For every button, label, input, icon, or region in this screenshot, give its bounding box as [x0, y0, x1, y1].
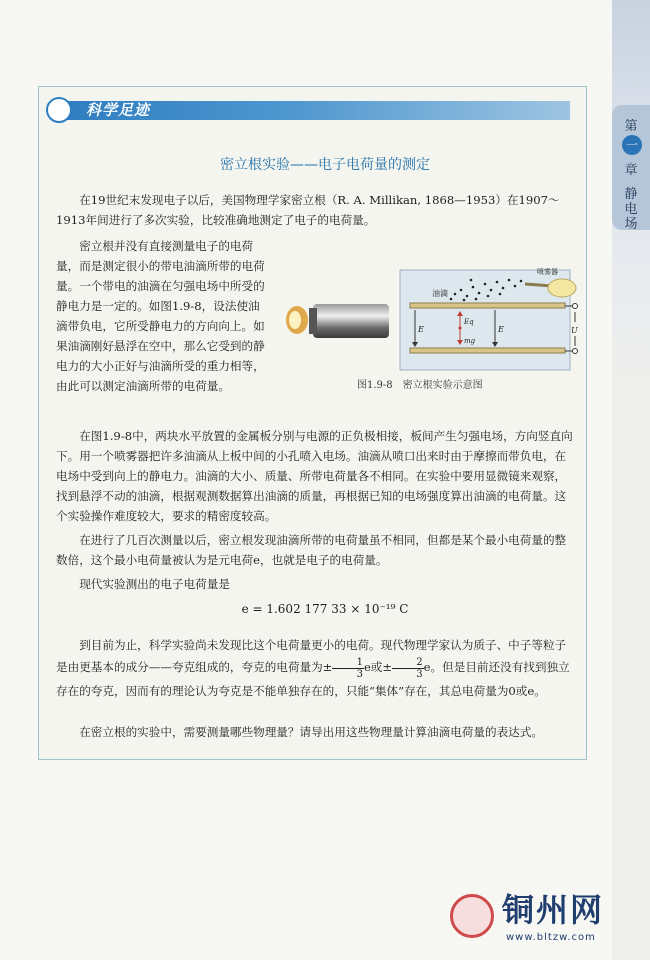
section-banner — [40, 97, 570, 125]
chapter-di: 第 — [624, 119, 638, 134]
paragraph-5: 现代实验测出的电子电荷量是 — [79, 577, 230, 591]
lamp-glow — [286, 306, 308, 334]
paragraph-6-part-a: 到目前为止，科学实验尚未发现比这个电荷量更小的电荷。现代物理学家认为质子、中子等粒子是由更基本的成分——夸克组成的，夸克的电荷量为± — [56, 638, 567, 674]
upper-plate — [410, 303, 565, 308]
chapter-zhang: 章 — [624, 163, 638, 178]
fraction-1-numerator: 1 — [332, 657, 364, 669]
watermark-url: www.bltzw.com — [506, 932, 596, 943]
force-mg-label: mg — [464, 337, 476, 345]
fraction-2-denominator: 3 — [416, 668, 423, 680]
watermark — [450, 892, 640, 954]
paragraph-3: 在图1.9-8中，两块水平放置的金属板分别与电源的正负极相接，板间产生匀强电场，方向竖直向下。用一个喷雾器把许多油滴从上板中间的小孔喷入电场。油滴从喷口出来时由于摩擦而带负电，在电场中受到向上的静电力。油滴的大小、质量、所带电荷量各不相同。在实验中要用显微镜来观察，找到悬浮不动的油滴，根据观测数据算出油滴的质量，再根据已知的电场强度算出油滴的电荷量。这个实验操作难度较大，要求的精密度较高。 — [56, 429, 573, 523]
watermark-text: 铜州网 — [502, 891, 605, 929]
force-eq-label: Eq — [464, 318, 474, 326]
fraction-1-denominator: 3 — [356, 668, 363, 680]
chapter-number-badge: 一 — [622, 135, 642, 155]
field-e-right: E — [498, 325, 504, 334]
lower-plate — [410, 348, 565, 353]
fraction-one-third — [332, 657, 364, 680]
fraction-two-thirds — [392, 657, 424, 680]
sprayer-label: 喷雾器 — [537, 268, 558, 276]
electron-charge-formula: e = 1.602 177 33 × 10⁻¹⁹ C — [241, 602, 409, 616]
banner-circle-icon — [46, 97, 72, 123]
voltage-label: U — [571, 326, 578, 335]
field-e-left: E — [418, 325, 424, 334]
paragraph-2: 密立根并没有直接测量电子的电荷量，而是测定很小的带电油滴所带的电荷量。一个带电的油滴在匀强电场中所受的静电力是一定的。如图1.9-8，设法使油滴带负电，它所受静电力的方向向上。如果油滴刚好悬浮在空中，那么它受到的静电力的大小正好与油滴所受的重力相等，由此可以测定油滴所带的电荷量。 — [56, 239, 265, 393]
apparatus-diagram — [275, 266, 585, 374]
paragraph-7: 在密立根的实验中，需要测量哪些物理量？请导出用这些物理量计算油滴电荷量的表达式。 — [79, 725, 543, 739]
millikan-apparatus-figure — [275, 266, 585, 374]
banner-label: 科学足迹 — [86, 101, 151, 119]
microscope-tube — [309, 304, 389, 338]
oil-drop-label: 油滴 — [432, 289, 448, 298]
chapter-name: 静电场 — [624, 187, 638, 232]
paragraph-1: 在19世纪末发现电子以后，美国物理学家密立根（R. A. Millikan, 1868—1953）在1907～1913年间进行了多次实验，比较准确地测定了电子的电荷量。 — [56, 193, 560, 227]
paragraph-6-part-c: e。但是目前还没有找到独立存在的夸克，因而有的理论认为夸克是不能单独存在的，只能“集体”存在，其总电荷量为0或e。 — [56, 660, 570, 698]
fraction-2-numerator: 2 — [392, 657, 424, 669]
paragraph-4: 在进行了几百次测量以后，密立根发现油滴所带的电荷量虽不相同，但都是某个最小电荷量的整数倍，这个最小电荷量被认为是元电荷e，也就是电子的电荷量。 — [56, 533, 567, 567]
article-title: 密立根实验——电子电荷量的测定 — [220, 157, 430, 173]
paragraph-6-part-b: e或± — [363, 660, 393, 674]
watermark-logo-icon — [450, 894, 494, 938]
paragraph-6 — [56, 634, 574, 702]
figure-caption: 图1.9-8 密立根实验示意图 — [357, 380, 483, 391]
